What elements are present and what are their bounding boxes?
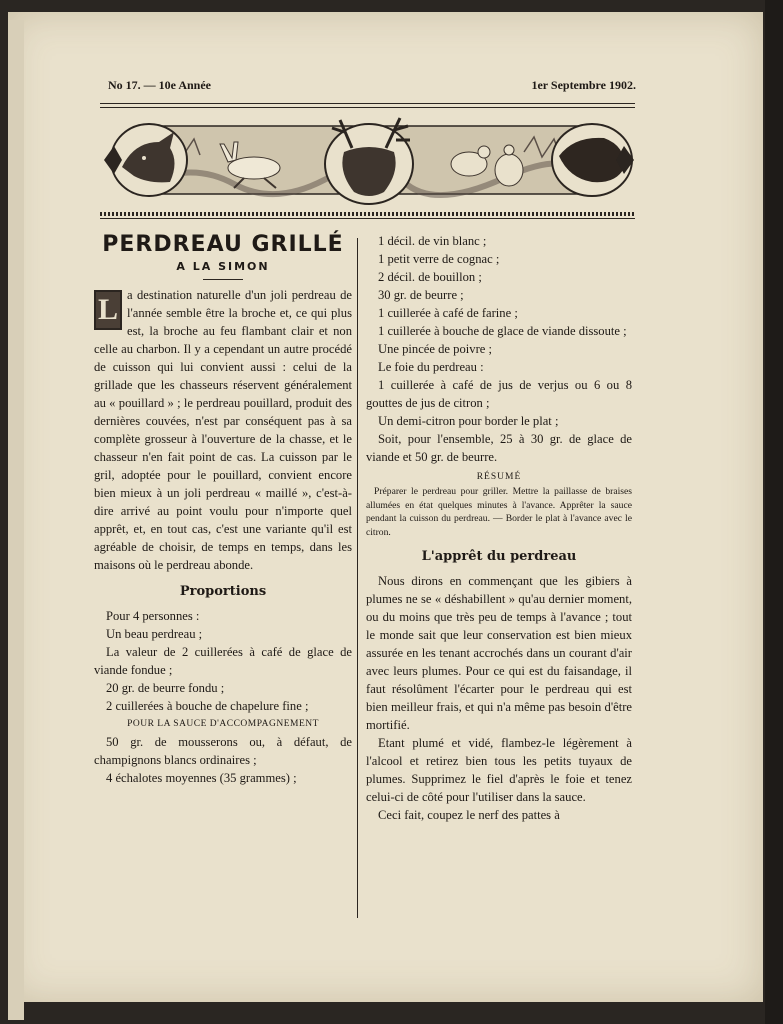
list-item: La valeur de 2 cuillerées à café de glace de viande fondue ; [94,645,352,677]
list-item: 1 décil. de vin blanc ; [378,234,487,248]
section-heading: L'apprêt du perdreau [421,549,577,564]
list-item: 1 petit verre de cognac ; [378,252,500,266]
body-paragraph: Ceci fait, coupez le nerf des pattes à [378,808,560,822]
list-item: 1 cuillerée à café de farine ; [378,306,518,320]
list-item: 30 gr. de beurre ; [378,288,464,302]
issue-number: No 17. — 10e Année [108,78,211,92]
banner-rule [100,218,635,219]
issue-date: 1er Septembre 1902. [531,78,636,92]
header-rule-2 [100,107,635,108]
article-subtitle: A LA SIMON [176,260,270,273]
proportions-heading: Proportions [179,584,267,599]
proportions-list [94,607,352,715]
sauce-heading: POUR LA SAUCE D'ACCOMPAGNEMENT [127,719,319,729]
intro-paragraph [94,286,352,574]
list-item: Pour 4 personnes : [106,609,200,623]
resume-text: Préparer le perdreau pour griller. Mettre la paillasse de braises allumées en état quelques minutes à l'avance. Apprêter la sauce pendant la cuisson du perdreau. — Border le plat à l'avance avec le citron. [366,486,632,538]
list-item: 1 cuillerée à bouche de glace de viande dissoute ; [378,324,627,338]
scan-border [765,0,783,1024]
list-item: Une pincée de poivre ; [378,342,492,356]
deer-head-icon [111,124,187,196]
list-item: 2 cuillerées à bouche de chapelure fine ; [106,699,309,713]
header-rule [100,103,635,104]
list-item: 20 gr. de beurre fondu ; [106,681,225,695]
running-header [108,78,636,93]
resume-heading: RÉSUMÉ [476,472,522,482]
body-paragraph: Etant plumé et vidé, flambez-le légèrement à l'alcool et retirez bien tous les petits tuyaux de plumes. Supprimez le fiel d'après le foie et tenez celui-ci de côté pour l'utiliser dans la sauce. [366,736,632,804]
list-item: Le foie du perdreau : [378,360,484,374]
right-column [366,232,632,824]
title-rule [203,279,243,280]
list-item: Un beau perdreau ; [106,627,203,641]
list-item: 4 échalotes moyennes (35 grammes) ; [106,771,297,785]
body-paragraph: Nous dirons en commençant que les gibiers à plumes ne se « déshabillent » qu'au dernier moment, ou du moins que très peu de temps à l'avance ; tout le monde sait que leur conservation est bien mieux assurée en les tenant accrochés dans un courant d'air avec leurs plumes. Pour ce qui est du faisandage, il faut résolûment l'écarter pour le perdreau qui est bien meilleur frais, et qui n'a même pas besoin d'être mortifié. [366,574,632,732]
game-animals-banner [104,112,634,208]
intro-text: a destination naturelle d'un joli perdreau de l'année semble être la broche et, ce qui plus est, la broche au feu flambant clair et non celle au charbon. Il y a cependant un autre procédé de cuisson qui lui convient aussi : celui de la grillade que les chasseurs réservent généralement au « pouillard » ; le perdreau pouillard, produit des dernières couvées, n'est par conséquent pas à sa complète grosseur à l'ouverture de la chasse, et le chasseur n'en fait point de cas. La cuisson par le gril, adoptée pour le pouillard, convient encore bien mieux à un joli perdreau « maillé », c'est-à-dire arrivé au point voulu pour n'importe quel apprêt, et, en tout cas, c'est une variante qu'il est agréable de choisir, de temps en temps, dans les maisons où le perdreau abonde. [94,288,352,572]
column-separator [357,238,358,918]
list-item: Un demi-citron pour border le plat ; [378,414,559,428]
banner-dotted-rule [100,212,635,216]
binding-edge [8,20,24,1020]
list-item: Soit, pour l'ensemble, 25 à 30 gr. de glace de viande et 50 gr. de beurre. [366,432,632,464]
list-item: 50 gr. de mousserons ou, à défaut, de champignons blancs ordinaires ; [94,735,352,767]
list-item: 2 décil. de bouillon ; [378,270,482,284]
dropcap-letter: L [94,290,122,330]
list-item: 1 cuillerée à café de jus de verjus ou 6 ou 8 gouttes de jus de citron ; [366,378,632,410]
article-title: PERDREAU GRILLÉ [102,232,344,257]
left-column [94,232,352,787]
